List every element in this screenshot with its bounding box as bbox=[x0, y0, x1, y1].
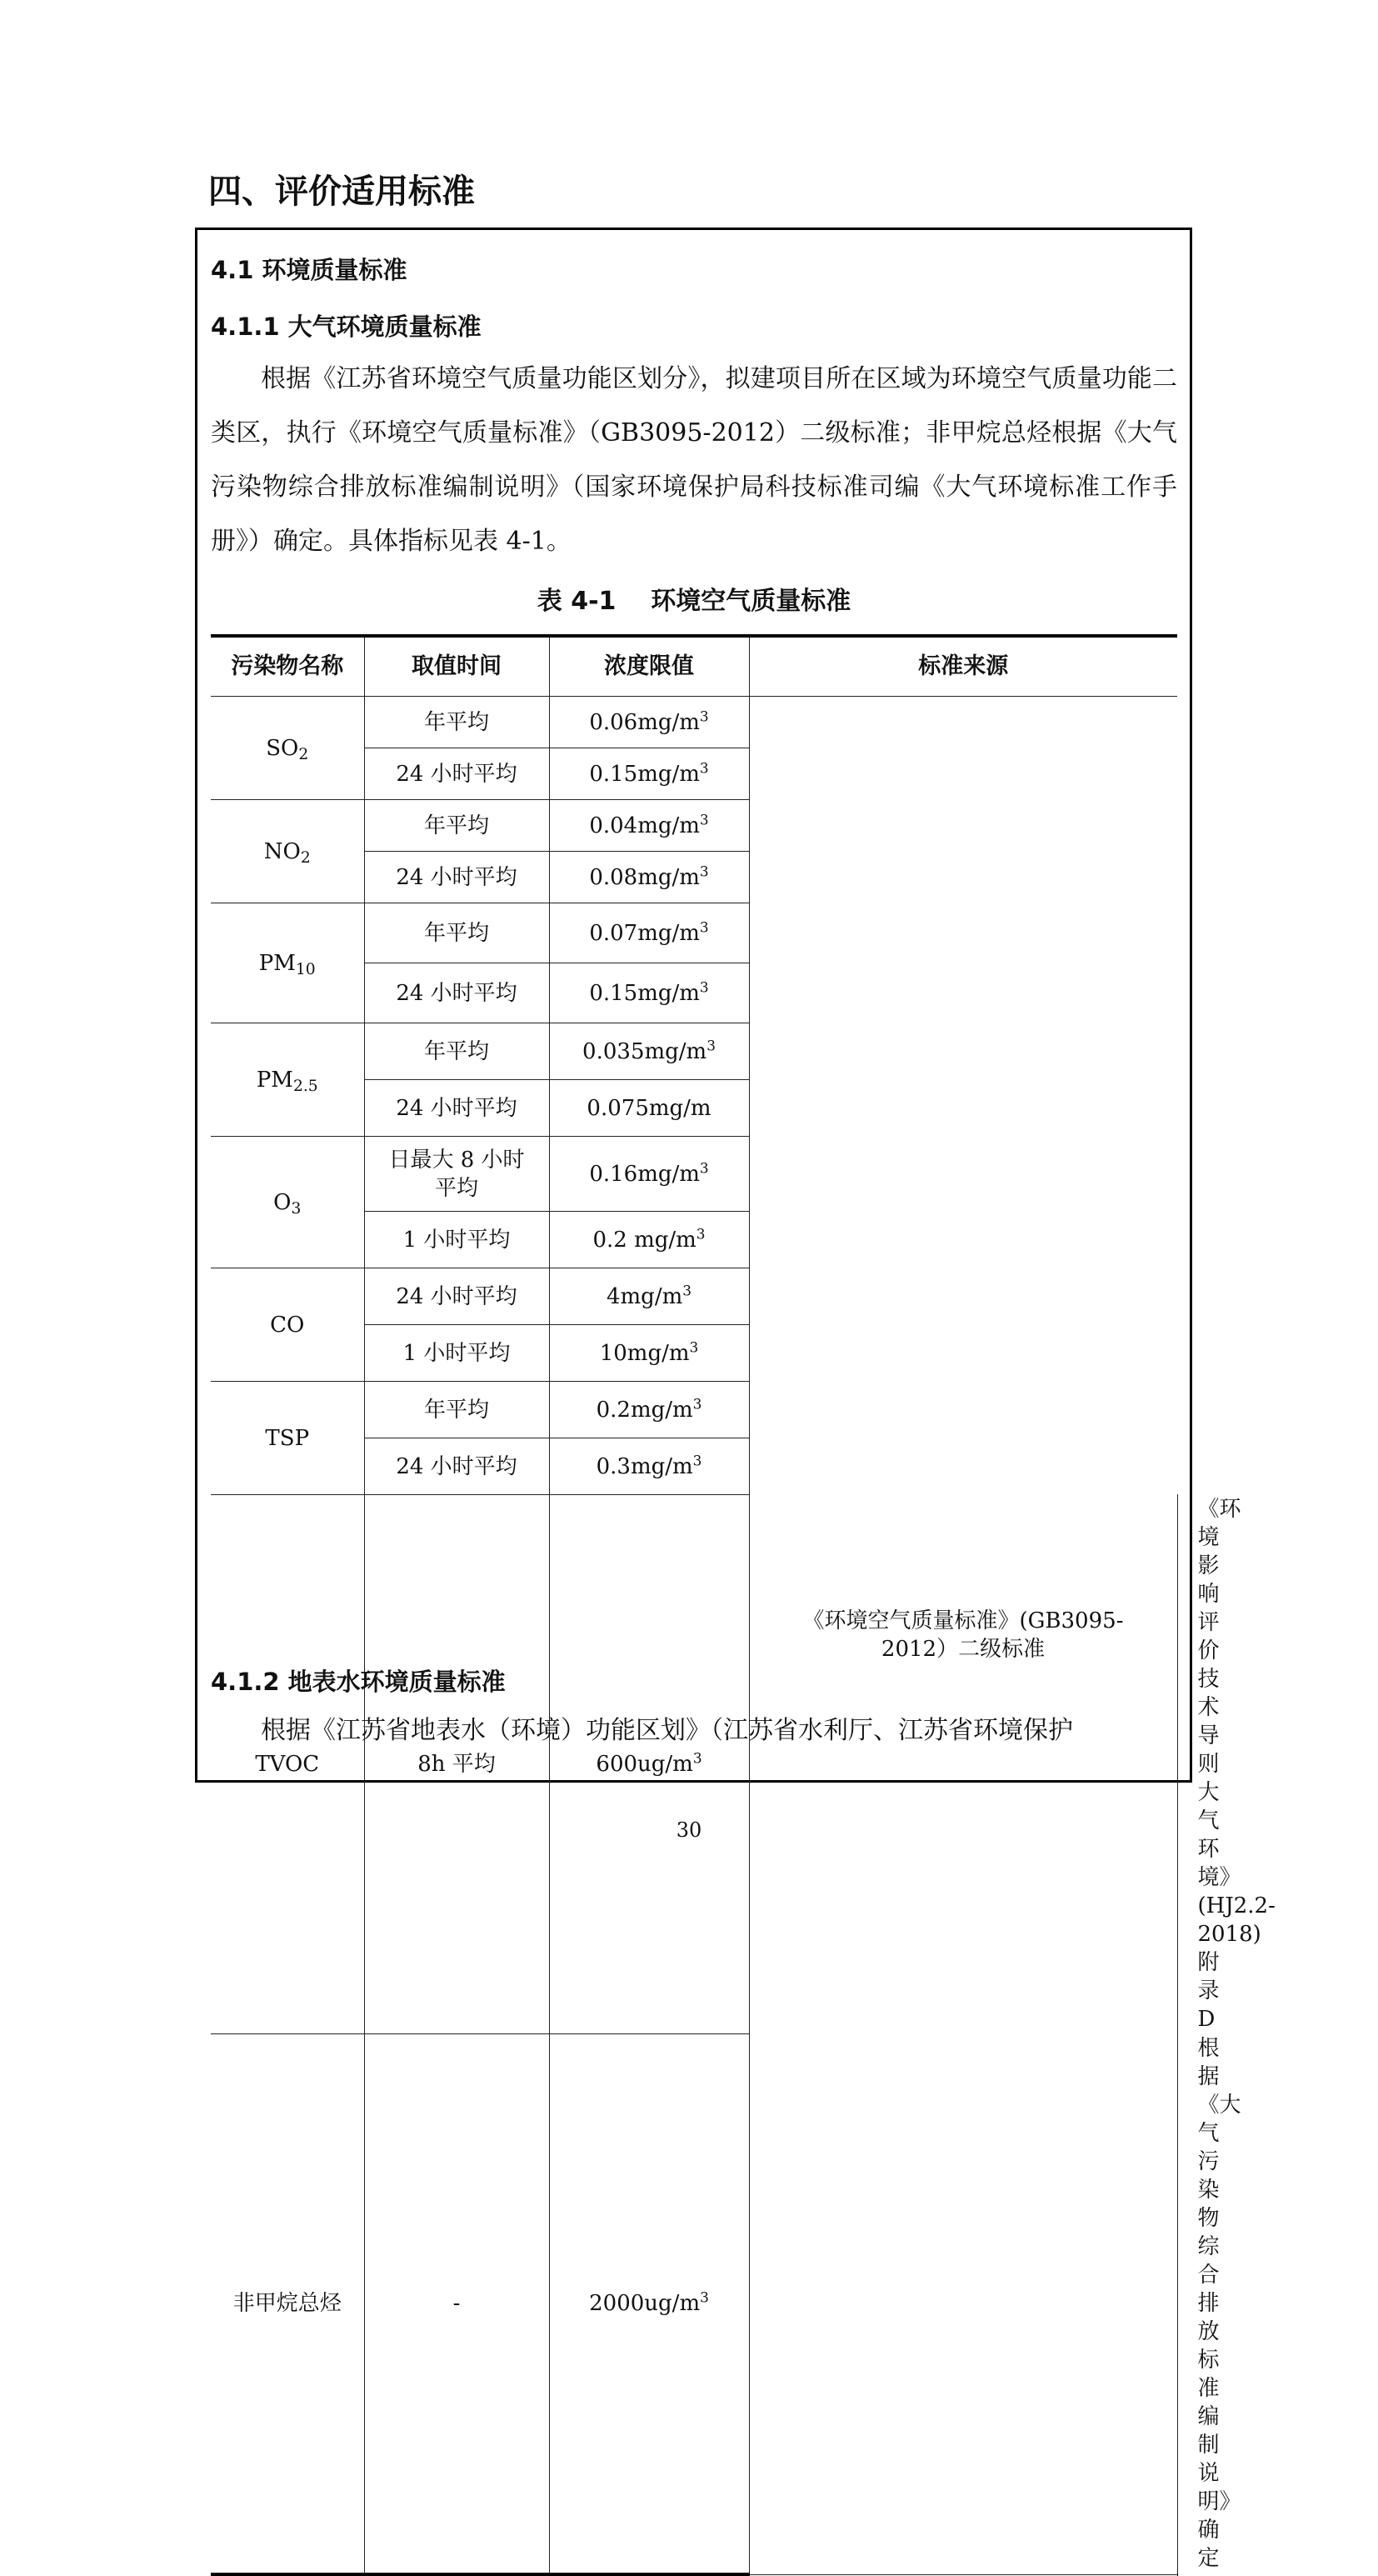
air-quality-standard-table bbox=[211, 634, 1276, 2576]
period-cell: 24 小时平均 bbox=[364, 963, 549, 1023]
table-row: TVOC 8h 平均 $600ug/m^3$ 《环境影响评价技术导则大气环境》(HJ2.2-2018)附录 D bbox=[211, 1495, 1177, 2034]
limit-cell: $0.3mg/m^3$ bbox=[549, 1438, 749, 1495]
table-row bbox=[211, 697, 1177, 748]
chapter-title: 四、评价适用标准 bbox=[208, 173, 475, 211]
limit-cell: $0.06mg/m^3$ bbox=[549, 697, 749, 748]
content-frame bbox=[195, 228, 1276, 2571]
header-limit: 浓度限值 bbox=[549, 636, 749, 697]
period-cell: 年平均 bbox=[364, 1023, 549, 1080]
pollutant-cell: CO bbox=[211, 1268, 364, 1382]
paragraph-air-quality: 根据《江苏省环境空气质量功能区划分》，拟建项目所在区域为环境空气质量功能二类区，执行《环境空气质量标准》（GB3095-2012）二级标准；非甲烷总烃根据《大气污染物综合排放标准编制说明》（国家环境保护局科技标准司编《大气环境标准工作手册》）确定。具体指标见表 4-1。 bbox=[211, 364, 1177, 556]
pollutant-cell: $O_3$ bbox=[211, 1137, 364, 1268]
period-cell: 24 小时平均 bbox=[364, 1080, 549, 1137]
pollutant-cell: 非甲烷总烃 bbox=[211, 2034, 364, 2575]
period-cell: 24 小时平均 bbox=[364, 748, 549, 800]
limit-cell: $0.2mg/m^3$ bbox=[549, 1382, 749, 1438]
pollutant-cell: $NO_2$ bbox=[211, 800, 364, 903]
period-cell: 年平均 bbox=[364, 903, 549, 963]
period-cell: 年平均 bbox=[364, 1382, 549, 1438]
limit-cell: $0.07mg/m^3$ bbox=[549, 903, 749, 963]
page-number: 30 bbox=[676, 1818, 702, 1842]
limit-cell: $2000ug/m^3$ bbox=[549, 2034, 749, 2575]
section-heading-4-1: 4.1 环境质量标准 bbox=[211, 256, 407, 284]
period-cell: 年平均 bbox=[364, 800, 549, 852]
header-pollutant: 污染物名称 bbox=[211, 636, 364, 697]
period-cell: 24 小时平均 bbox=[364, 1268, 549, 1325]
limit-cell: 0.2 $mg/m^3$ bbox=[549, 1212, 749, 1268]
paragraph-surface-water: 根据《江苏省地表水（环境）功能区划》（江苏省水利厅、江苏省环境保护 bbox=[261, 1716, 1073, 1745]
section-heading-4-1-2: 4.1.2 地表水环境质量标准 bbox=[211, 1668, 506, 1696]
pollutant-cell: $PM_{10}$ bbox=[211, 903, 364, 1023]
period-cell: 1 小时平均 bbox=[364, 1325, 549, 1382]
limit-cell: $0.08mg/m^3$ bbox=[549, 852, 749, 903]
limit-cell: $0.035mg/m^3$ bbox=[549, 1023, 749, 1080]
pollutant-cell: $SO_2$ bbox=[211, 697, 364, 800]
limit-cell: $600ug/m^3$ bbox=[549, 1495, 749, 2034]
limit-cell: $0.15mg/m^3$ bbox=[549, 963, 749, 1023]
period-cell: 8h 平均 bbox=[364, 1495, 549, 2034]
header-source: 标准来源 bbox=[749, 636, 1177, 697]
period-cell: 24 小时平均 bbox=[364, 852, 549, 903]
pollutant-cell: $PM_{2.5}$ bbox=[211, 1023, 364, 1137]
period-cell: 1 小时平均 bbox=[364, 1212, 549, 1268]
period-cell: 24 小时平均 bbox=[364, 1438, 549, 1495]
limit-cell: $0.15mg/m^3$ bbox=[549, 748, 749, 800]
period-cell: - bbox=[364, 2034, 549, 2575]
limit-cell: $10mg/m^3$ bbox=[549, 1325, 749, 1382]
pollutant-cell: TVOC bbox=[211, 1495, 364, 2034]
period-cell: 年平均 bbox=[364, 697, 549, 748]
limit-cell: $0.16mg/m^3$ bbox=[549, 1137, 749, 1212]
period-cell: 日最大 8 小时平均 bbox=[364, 1137, 549, 1212]
limit-cell: $0.04mg/m^3$ bbox=[549, 800, 749, 852]
table-header-row bbox=[211, 636, 1177, 697]
source-cell-gb3095: 《环境空气质量标准》(GB3095-2012）二级标准 bbox=[749, 697, 1177, 2575]
section-heading-4-1-1: 4.1.1 大气环境质量标准 bbox=[211, 313, 482, 341]
header-period: 取值时间 bbox=[364, 636, 549, 697]
limit-cell: $4mg/m^3$ bbox=[549, 1268, 749, 1325]
table-caption: 表 4-1 环境空气质量标准 bbox=[537, 587, 851, 616]
table-row: 非甲烷总烃 - $2000ug/m^3$ 根据《大气污染物综合排放标准编制说明》确定 bbox=[211, 2034, 1177, 2575]
limit-cell: 0.075mg/m bbox=[549, 1080, 749, 1137]
pollutant-cell: TSP bbox=[211, 1382, 364, 1495]
